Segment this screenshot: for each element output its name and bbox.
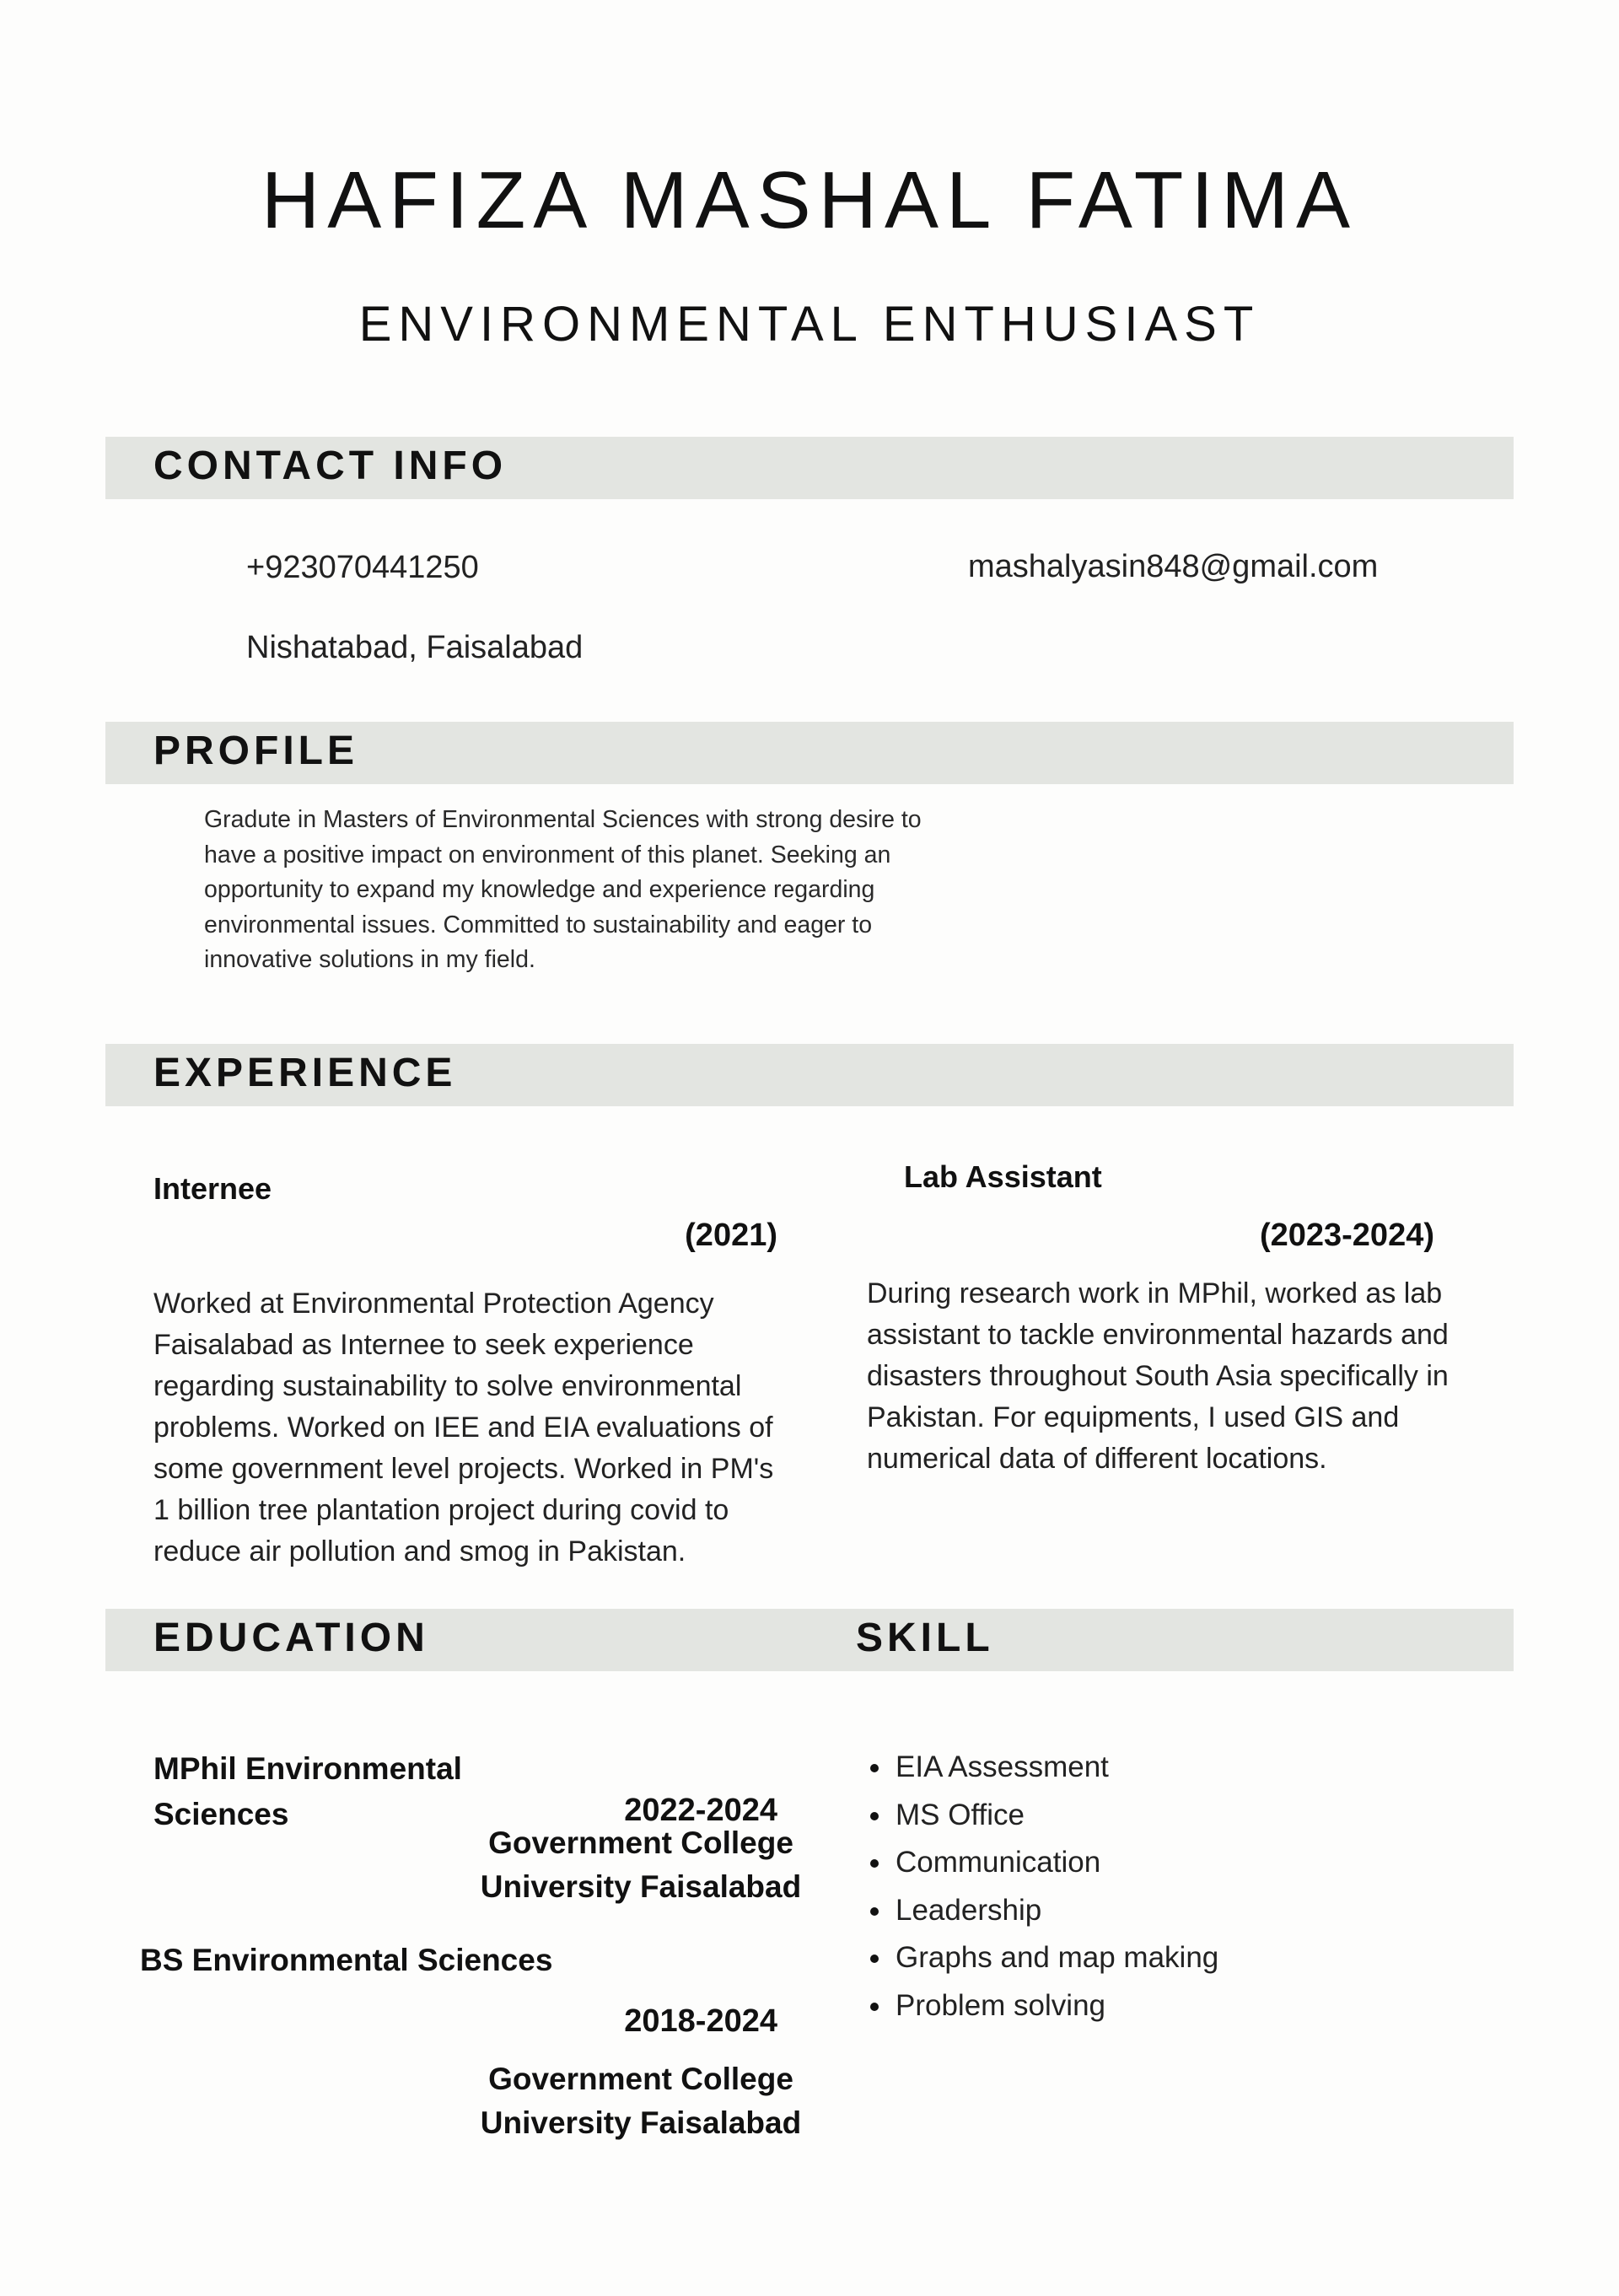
skill-label: Communication [896,1846,1101,1879]
bullet-icon [870,1955,879,1963]
education-years: 2022-2024 [624,1793,777,1828]
skills-list [860,1744,1450,2030]
skill-item [860,1744,1450,1792]
education-school: Government College University Faisalabad [480,1826,802,1904]
resume-name: HAFIZA MASHAL FATIMA [261,155,1358,245]
contact-address: Nishatabad, Faisalabad [246,630,584,665]
bullet-icon [870,1764,879,1772]
skill-label: EIA Assessment [896,1750,1109,1783]
skill-item [860,1792,1450,1840]
skill-item [860,1934,1450,1982]
education-years: 2018-2024 [624,2003,777,2039]
bullet-icon [870,2003,879,2011]
job-description: Worked at Environmental Protection Agency Faisalabad as Internee to seek experience regarding sustainability to solve environmental problems. Worked on IEE and EIA evaluations of some government level projects. Worked in PM's 1 billion tree plantation project during covid to reduce air pollution and smog in Pakistan. [153,1288,774,1567]
education-heading: EDUCATION [153,1616,429,1660]
skill-heading: SKILL [856,1616,994,1660]
resume-title: ENVIRONMENTAL ENTHUSIAST [358,297,1261,352]
experience-heading: EXPERIENCE [153,1051,457,1095]
bullet-icon [870,1812,879,1820]
bullet-icon [870,1907,879,1916]
contact-email: mashalyasin848@gmail.com [968,549,1379,584]
job-title: Lab Assistant [904,1159,1102,1194]
job-years: (2021) [685,1218,777,1253]
skill-item [860,1982,1450,2030]
contact-phone: +923070441250 [246,550,479,585]
education-school: Government College University Faisalabad [480,2062,802,2140]
education-degree: BS Environmental Sciences [140,1943,553,1977]
skill-label: Leadership [896,1893,1042,1927]
job-years: (2023-2024) [1259,1218,1434,1253]
bullet-icon [870,1859,879,1868]
job-title: Internee [153,1171,272,1206]
skill-label: Graphs and map making [896,1941,1219,1974]
job-description: During research work in MPhil, worked as lab assistant to tackle environmental hazards and disasters throughout South Asia specifically in Pakistan. For equipments, I used GIS and numerical data of different locations. [867,1277,1449,1475]
skill-item [860,1839,1450,1887]
contact-heading: CONTACT INFO [153,444,508,488]
profile-heading: PROFILE [153,729,359,773]
skill-label: MS Office [896,1798,1025,1831]
education-degree: MPhil Environmental Sciences [153,1751,462,1831]
profile-summary: Gradute in Masters of Environmental Sciences with strong desire to have a positive impact on environment of this planet. Seeking an opportunity to expand my knowledge and experience regarding environmental issues. Committed to sustainability and eager to innovative solutions in my field. [204,806,922,973]
skill-item [860,1887,1450,1935]
skill-label: Problem solving [896,1988,1105,2022]
